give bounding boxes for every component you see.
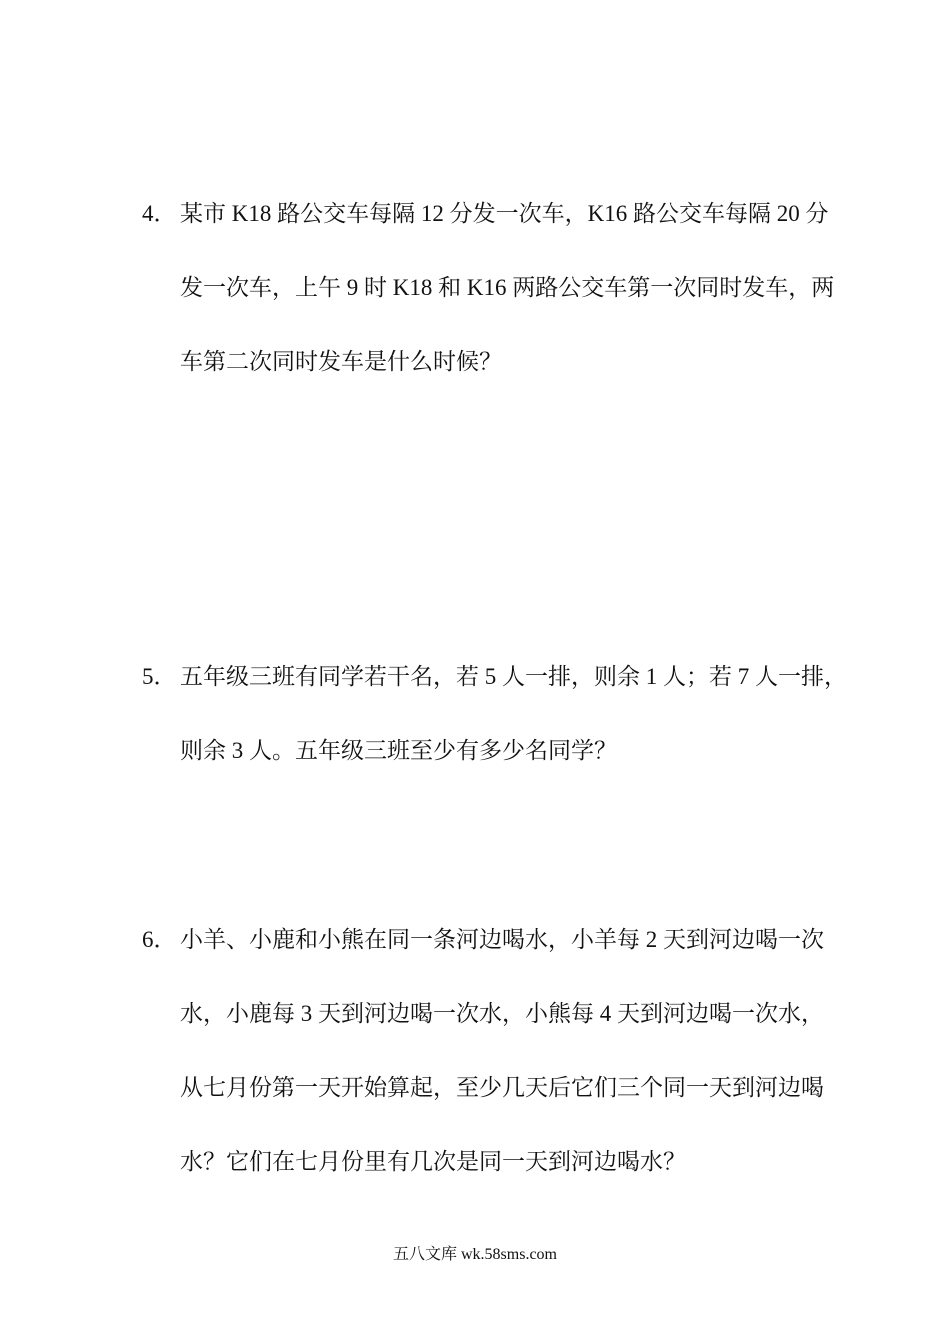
problem-text-line: 某市 K18 路公交车每隔 12 分发一次车，K16 路公交车每隔 20 分 [180,201,829,226]
page-footer: 五八文库 wk.58sms.com [392,1246,557,1263]
problem-number: 4． [142,201,177,226]
problem-text-line: 小羊、小鹿和小熊在同一条河边喝水，小羊每 2 天到河边喝一次 [180,927,824,952]
problem-text-line: 水？它们在七月份里有几次是同一天到河边喝水？ [180,1149,686,1174]
problem-text-line: 车第二次同时发车是什么时候？ [180,349,502,374]
problem-text-line: 五年级三班有同学若干名，若 5 人一排，则余 1 人；若 7 人一排， [180,664,847,689]
problem-number: 5． [142,664,177,689]
problem-text-line: 从七月份第一天开始算起，至少几天后它们三个同一天到河边喝 [180,1075,824,1100]
problem-text-line: 水，小鹿每 3 天到河边喝一次水，小熊每 4 天到河边喝一次水， [180,1001,824,1026]
problem-number: 6． [142,927,177,952]
problem-text-line: 发一次车，上午 9 时 K18 和 K16 两路公交车第一次同时发车，两 [180,275,835,300]
problem-text-line: 则余 3 人。五年级三班至少有多少名同学？ [180,738,617,763]
